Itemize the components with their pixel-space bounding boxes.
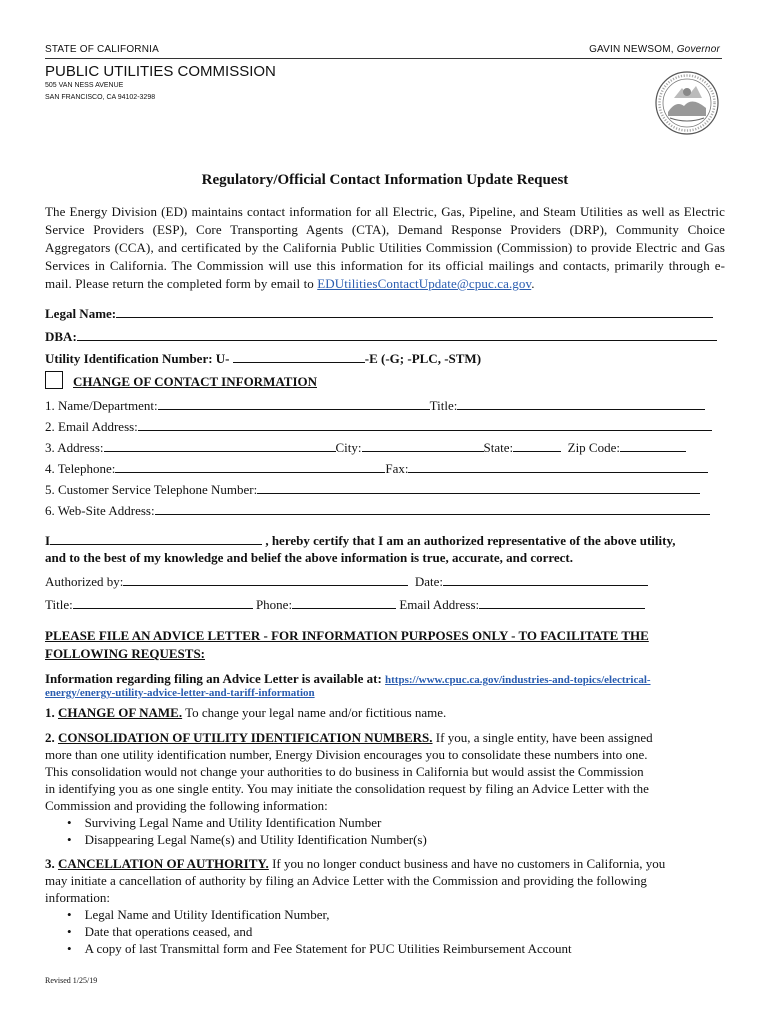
city-label: City: xyxy=(335,440,362,455)
advice-info-label: Information regarding filing an Advice Letter is available at: xyxy=(45,671,386,686)
governor-label xyxy=(589,44,720,55)
uid-field[interactable] xyxy=(233,350,365,363)
field-row-customer-service xyxy=(45,481,700,498)
advice-heading-2: FOLLOWING REQUESTS: xyxy=(45,646,206,661)
item-consolidation: 2. CONSOLIDATION OF UTILITY IDENTIFICATION NUMBERS. If you, a single entity, have been assigned xyxy=(45,730,653,745)
item2-line-4: in identifying you as one single entity. You may initiate the consolidation request by filing an Advice Letter with the xyxy=(45,781,649,796)
authorized-by-label: Authorized by: xyxy=(45,574,124,589)
advice-info-line xyxy=(45,671,651,687)
website-label: 6. Web-Site Address: xyxy=(45,503,155,518)
list-item: • A copy of last Transmittal form and Fee Statement for PUC Utilities Reimbursement Account xyxy=(67,941,572,956)
city-field[interactable] xyxy=(362,439,484,452)
form-title: Regulatory/Official Contact Information Update Request xyxy=(201,172,569,188)
website-field[interactable] xyxy=(155,502,710,515)
governor-name: GAVIN NEWSOM, xyxy=(589,44,677,55)
telephone-field[interactable] xyxy=(115,460,385,473)
certify-line-1 xyxy=(45,532,675,549)
advice-info-link-2[interactable]: energy/energy-utility-advice-letter-and-tariff-information xyxy=(45,687,315,699)
date-label: Date: xyxy=(414,574,443,589)
sig-email-field[interactable] xyxy=(479,596,645,609)
revised-date: Revised 1/25/19 xyxy=(45,976,98,985)
item2-heading: CONSOLIDATION OF UTILITY IDENTIFICATION NUMBERS. xyxy=(58,730,433,745)
email-label: 2. Email Address: xyxy=(45,419,138,434)
uid-label: Utility Identification Number: U- xyxy=(45,351,230,366)
sig-contact-row xyxy=(45,596,645,613)
item2-line-3: This consolidation would not change your authorities to do business in California but would assist the Commission xyxy=(45,764,644,779)
title-field[interactable] xyxy=(457,397,705,410)
advice-info-link-line-2 xyxy=(45,687,315,699)
intro-paragraph xyxy=(45,203,725,293)
phone-field[interactable] xyxy=(292,596,396,609)
phone-label: Phone: xyxy=(255,597,293,612)
email-link[interactable]: EDUtilitiesContactUpdate@cpuc.ca.gov xyxy=(317,276,532,291)
name-dept-label: 1. Name/Department: xyxy=(45,398,158,413)
item1-heading: CHANGE OF NAME. xyxy=(58,705,183,720)
name-dept-field[interactable] xyxy=(158,397,430,410)
header-rule xyxy=(45,58,722,59)
sig-email-label: Email Address: xyxy=(399,597,480,612)
item3-line-3: information: xyxy=(45,890,110,905)
state-field[interactable] xyxy=(513,439,561,452)
cust-service-label: 5. Customer Service Telephone Number: xyxy=(45,482,258,497)
intro-text: The Energy Division (ED) maintains contact information for all Electric, Gas, Pipeline, and Steam Utilities as well as Electric Service Providers (ESP), Core Transporting Agents (CTA), Demand Response Providers (DRP), Community Choice Aggregators (CCA), and certificated by the California Public Utilities Commission (Commission) to provide Electric and Gas Services in California. The Commission will use this information for its official mailings and contacts, primarily through e-mail. Please return the completed form by email to xyxy=(45,204,725,291)
item2-line-2: more than one utility identification number, Energy Division encourages you to consolidate these numbers into one. xyxy=(45,747,648,762)
state-seal-icon xyxy=(654,68,720,138)
certify-name-field[interactable] xyxy=(50,532,262,545)
email-field[interactable] xyxy=(138,418,712,431)
field-row-website xyxy=(45,502,710,519)
field-row-telephone xyxy=(45,460,708,477)
authorized-row xyxy=(45,573,648,590)
advice-info-link-1[interactable]: https://www.cpuc.ca.gov/industries-and-topics/electrical- xyxy=(385,674,651,686)
date-field[interactable] xyxy=(443,573,648,586)
legal-name-row xyxy=(45,305,713,322)
change-contact-checkbox[interactable] xyxy=(45,371,63,389)
item-change-of-name: 1. CHANGE OF NAME. To change your legal name and/or fictitious name. xyxy=(45,705,447,720)
item1-text: To change your legal name and/or fictitious name. xyxy=(182,705,447,720)
list-item: • Disappearing Legal Name(s) and Utility Identification Number(s) xyxy=(67,832,427,847)
list-item: • Legal Name and Utility Identification Number, xyxy=(67,907,330,922)
list-item: • Date that operations ceased, and xyxy=(67,924,253,939)
item2-line-5: Commission and providing the following information: xyxy=(45,798,328,813)
change-contact-label: CHANGE OF CONTACT INFORMATION xyxy=(73,374,317,389)
intro-end: . xyxy=(531,276,535,291)
agency-name: PUBLIC UTILITIES COMMISSION xyxy=(45,63,276,80)
zip-label: Zip Code: xyxy=(567,440,620,455)
legal-name-label: Legal Name: xyxy=(45,306,117,321)
zip-field[interactable] xyxy=(620,439,686,452)
state-label: STATE OF CALIFORNIA xyxy=(45,44,159,55)
field-row-email xyxy=(45,418,712,435)
item-cancellation: 3. CANCELLATION OF AUTHORITY. If you no longer conduct business and have no customers in California, you xyxy=(45,856,666,871)
governor-title: Governor xyxy=(676,44,720,55)
field-row-name xyxy=(45,397,705,414)
uid-row xyxy=(45,350,481,367)
address-line-2: SAN FRANCISCO, CA 94102-3298 xyxy=(45,94,156,101)
address-field[interactable] xyxy=(104,439,336,452)
address-label: 3. Address: xyxy=(45,440,104,455)
telephone-label: 4. Telephone: xyxy=(45,461,116,476)
item3-heading: CANCELLATION OF AUTHORITY. xyxy=(58,856,269,871)
dba-field[interactable] xyxy=(77,328,717,341)
item3-line-2: may initiate a cancellation of authority by filing an Advice Letter with the Commission and providing the following xyxy=(45,873,647,888)
dba-label: DBA: xyxy=(45,329,77,344)
authorized-by-field[interactable] xyxy=(123,573,408,586)
fax-label: Fax: xyxy=(385,461,409,476)
advice-heading-1: PLEASE FILE AN ADVICE LETTER - FOR INFORMATION PURPOSES ONLY - TO FACILITATE THE xyxy=(45,628,649,643)
certify-prefix: I xyxy=(45,533,51,548)
certify-text-1: , hereby certify that I am an authorized representative of the above utility, xyxy=(265,533,676,548)
certify-line-2: and to the best of my knowledge and belief the above information is true, accurate, and correct. xyxy=(45,550,574,565)
sig-title-field[interactable] xyxy=(73,596,253,609)
uid-suffix: -E (-G; -PLC, -STM) xyxy=(364,351,482,366)
title-label: Title: xyxy=(429,398,458,413)
fax-field[interactable] xyxy=(408,460,708,473)
state-label-field: State: xyxy=(483,440,514,455)
dba-row xyxy=(45,328,717,345)
sig-title-label: Title: xyxy=(45,597,73,612)
legal-name-field[interactable] xyxy=(116,305,713,318)
field-row-address xyxy=(45,439,686,456)
address-line-1: 505 VAN NESS AVENUE xyxy=(45,82,124,89)
list-item: • Surviving Legal Name and Utility Identification Number xyxy=(67,815,382,830)
cust-service-field[interactable] xyxy=(257,481,700,494)
